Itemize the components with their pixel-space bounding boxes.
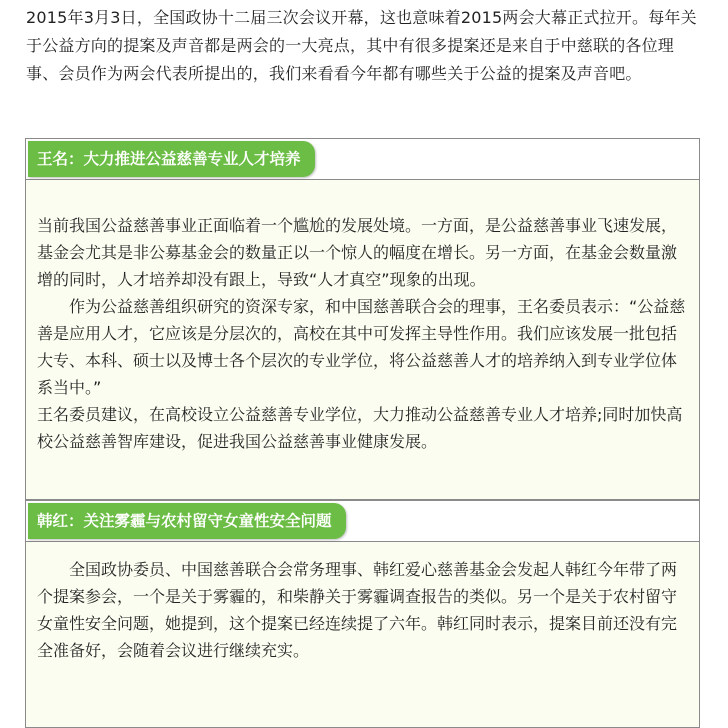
intro-paragraph: 2015年3月3日，全国政协十二届三次会议开幕，这也意味着2015两会大幕正式拉开。每年关于公益方向的提案及声音都是两会的一大亮点，其中有很多提案还是来自于中慈联的各位理事、会员作为两会代表所提出的，我们来看看今年都有哪些关于公益的提案及声音吧。 <box>26 8 697 83</box>
section-body <box>25 542 700 728</box>
body-paragraph: 作为公益慈善组织研究的资深专家，和中国慈善联合会的理事，王名委员表示：“公益慈善是应用人才，它应该是分层次的，高校在其中可发挥主导性作用。我们应该发展一批包括大专、本科、硕士以及博士各个层次的专业学位，将公益慈善人才的培养纳入到专业学位体系当中。” <box>37 297 686 397</box>
section-title: 王名：大力推进公益慈善专业人才培养 <box>28 141 315 177</box>
body-paragraph: 当前我国公益慈善事业正面临着一个尴尬的发展处境。一方面，是公益慈善事业飞速发展，基金会尤其是非公募基金会的数量正以一个惊人的幅度在增长。另一方面，在基金会数量激增的同时，人才培养却没有跟上，导致“人才真空”现象的出现。 <box>37 216 678 289</box>
body-paragraph: 全国政协委员、中国慈善联合会常务理事、韩红爱心慈善基金会发起人韩红今年带了两个提案参会，一个是关于雾霾的，和柴静关于雾霾调查报告的类似。另一个是关于农村留守女童性安全问题，她提到，这个提案已经连续提了六年。韩红同时表示，提案目前还没有完全准备好，会随着会议进行继续充实。 <box>37 560 678 660</box>
section-han-hong <box>25 500 700 728</box>
section-header <box>25 500 700 542</box>
section-wang-ming <box>25 138 700 500</box>
section-title: 韩红：关注雾霾与农村留守女童性安全问题 <box>28 503 346 539</box>
section-header <box>25 138 700 180</box>
section-body <box>25 180 700 500</box>
body-paragraph: 王名委员建议，在高校设立公益慈善专业学位，大力推动公益慈善专业人才培养;同时加快高校公益慈善智库建设，促进我国公益慈善事业健康发展。 <box>37 405 683 451</box>
